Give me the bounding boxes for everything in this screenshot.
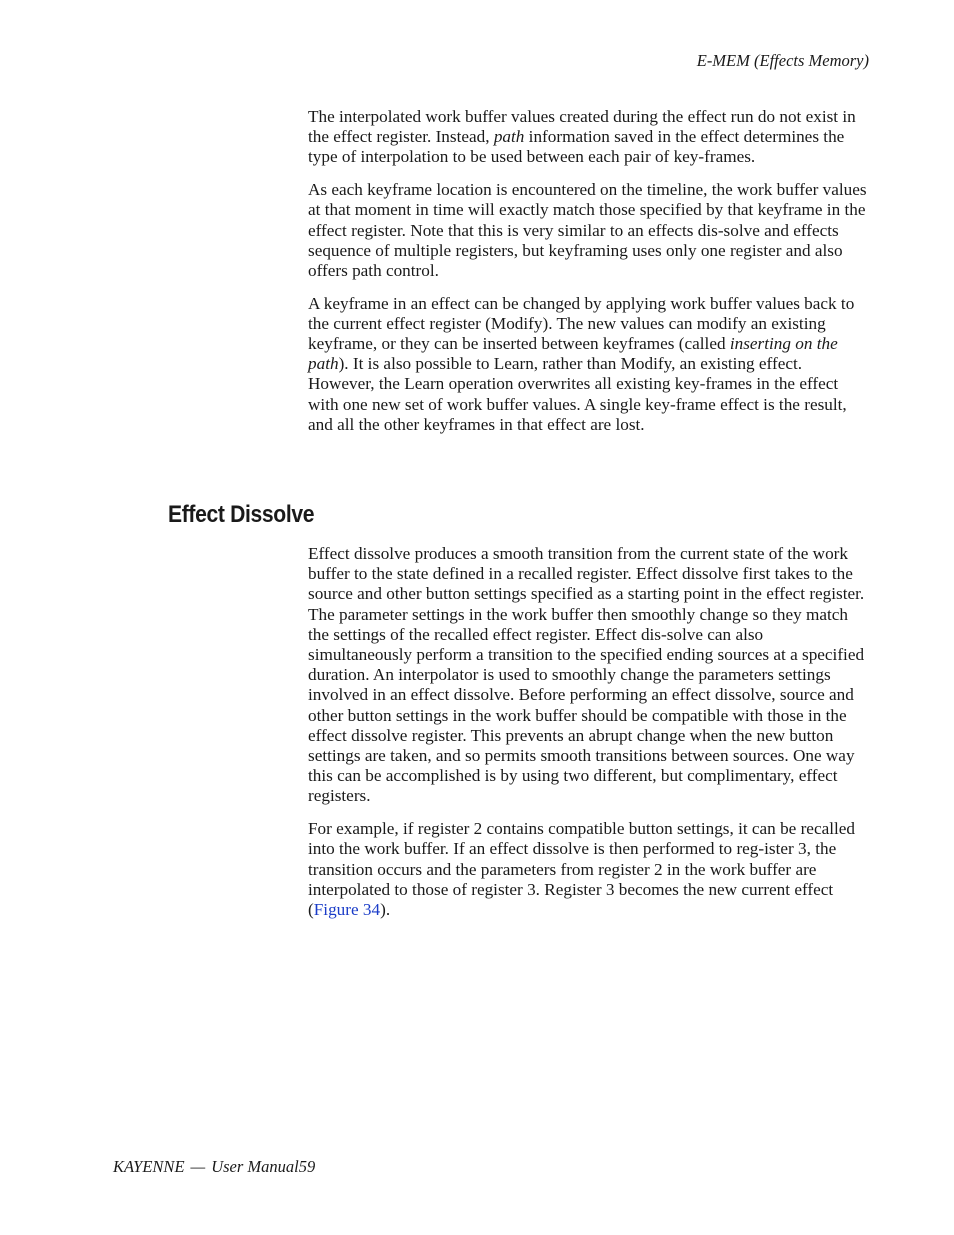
effect-dissolve-text-block: [308, 544, 870, 933]
paragraph-text: A keyframe in an effect can be changed by applying work buffer values back to the current effect register (Modify). The new values can modify an existing keyframe, or they can be inserted between keyframes (called: [308, 293, 855, 354]
footer-product: KAYENNE: [113, 1157, 185, 1176]
emphasis-path: path: [493, 127, 525, 147]
paragraph-keyframe-modify: [308, 294, 870, 435]
footer-dash: —: [190, 1157, 206, 1176]
footer-manual: User Manual: [211, 1157, 299, 1176]
intro-text-block: [308, 107, 870, 448]
running-header: E-MEM (Effects Memory): [696, 51, 869, 70]
page-number: 59: [298, 1157, 316, 1176]
figure-34-link[interactable]: Figure 34: [313, 899, 381, 919]
paragraph-example: [308, 819, 870, 920]
paragraph-keyframe-location: As each keyframe location is encountered on the timeline, the work buffer values at that moment in time will exactly match those specified by that keyframe in the effect register. Note that this is very similar to an effects dis-solve and effects sequence of multiple registers, but keyframing uses only one register and also offers path control.: [308, 180, 867, 280]
section-heading: Effect Dissolve: [168, 501, 315, 528]
paragraph-text: information saved in the effect determines the type of interpolation to be used between each pair of key-frames.: [308, 127, 845, 167]
paragraph-text: The interpolated work buffer values created during the effect run do not exist in the effect register. Instead,: [308, 107, 856, 147]
paragraph-text: ).: [380, 899, 391, 919]
paragraph-interpolation: [308, 107, 870, 168]
paragraph-effect-dissolve: Effect dissolve produces a smooth transition from the current state of the work buffer to the state defined in a recalled register. Effect dissolve first takes to the source and other button settings specified as a starting point in the effect register. The parameter settings in the work buffer then smoothly change so they match the settings of the recalled effect register. Effect dis-solve can also simultaneously perform a transition to the specified ending sources at a specified duration. An interpolator is used to smoothly change the parameters settings involved in an effect dissolve. Before performing an effect dissolve, source and other button settings in the work buffer should be compatible with those in the effect dissolve register. This prevents an abrupt change when the new button settings are taken, and so permits smooth transitions between sources. One way this can be accomplished is by using two different, but complimentary, effect registers.: [308, 544, 865, 806]
page-footer: [113, 1157, 315, 1177]
paragraph-text: ). It is also possible to Learn, rather than Modify, an existing effect. However, the Learn operation overwrites all existing key-frames in the effect with one new set of work buffer values. A single key-frame effect is the result, and all the other keyframes in that effect are lost.: [308, 354, 847, 434]
emphasis-inserting-on-path: inserting on the path: [308, 334, 838, 374]
paragraph-text: For example, if register 2 contains compatible button settings, it can be recalled into the work buffer. If an effect dissolve is then performed to reg-ister 3, the transition occurs and the parameters from register 2 in the work buffer are interpolated to those of register 3. Register 3 becomes the new current effect (: [308, 819, 855, 919]
